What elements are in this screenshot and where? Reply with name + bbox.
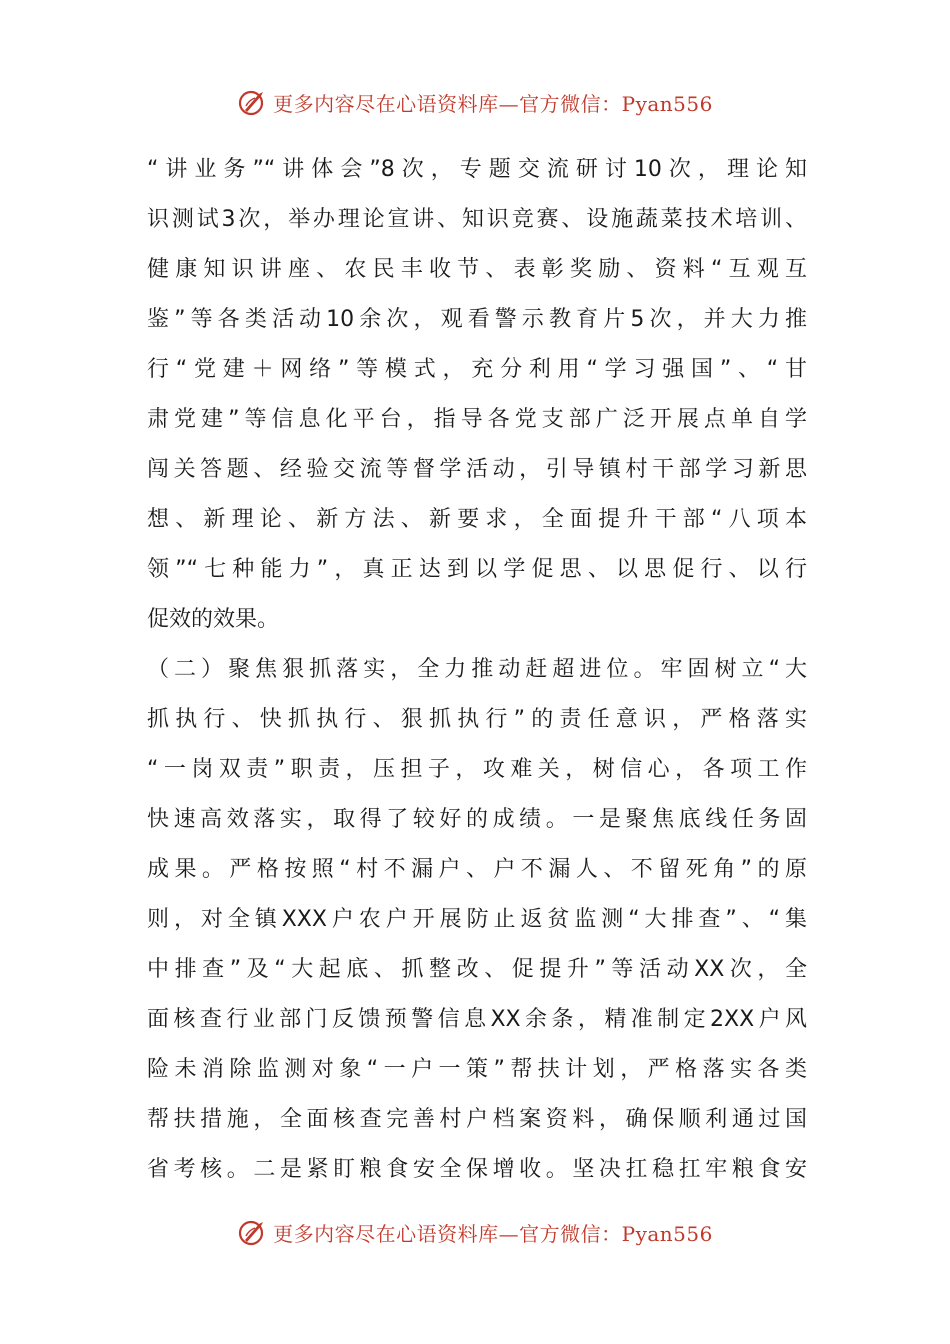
- body-line: 想、新理论、新方法、新要求，全面提升干部“八项本: [147, 507, 807, 532]
- body-line: 帮扶措施，全面核查完善村户档案资料，确保顺利通过国: [147, 1107, 807, 1132]
- body-line: 行“党建＋网络”等模式，充分利用“学习强国”、“甘: [147, 357, 807, 382]
- body-line: （二）聚焦狠抓落实，全力推动赶超进位。牢固树立“大: [147, 657, 807, 682]
- body-line: 闯关答题、经验交流等督学活动，引导镇村干部学习新思: [147, 457, 807, 482]
- body-line: 领”“七种能力”，真正达到以学促思、以思促行、以行: [147, 557, 807, 582]
- footer-banner-text: 更多内容尽在心语资料库—官方微信：Pyan556: [273, 1221, 713, 1246]
- body-line: 抓执行、快抓执行、狠抓执行”的责任意识，严格落实: [147, 707, 807, 732]
- footer-banner: [0, 1212, 950, 1252]
- body-line: 则，对全镇XXX户农户开展防止返贫监测“大排查”、“集: [147, 907, 807, 932]
- body-line: 快速高效落实，取得了较好的成绩。一是聚焦底线任务固: [147, 807, 807, 832]
- body-line: 中排查”及“大起底、抓整改、促提升”等活动XX次，全: [147, 957, 807, 982]
- body-line: 险未消除监测对象“一户一策”帮扶计划，严格落实各类: [147, 1057, 807, 1082]
- body-line: 健康知识讲座、农民丰收节、表彰奖励、资料“互观互: [147, 257, 807, 282]
- pen-logo-icon: [237, 86, 269, 118]
- header-banner: [0, 82, 950, 122]
- body-line: 成果。严格按照“村不漏户、户不漏人、不留死角”的原: [147, 857, 807, 882]
- body-line: 省考核。二是紧盯粮食安全保增收。坚决扛稳扛牢粮食安: [147, 1157, 807, 1182]
- pen-logo-icon: [237, 1216, 269, 1248]
- body-line: 促效的效果。: [147, 607, 280, 632]
- body-line: 肃党建”等信息化平台，指导各党支部广泛开展点单自学: [147, 407, 807, 432]
- document-body: [147, 150, 807, 1200]
- body-line: “一岗双责”职责，压担子，攻难关，树信心，各项工作: [147, 757, 807, 782]
- body-line: 鉴”等各类活动10余次，观看警示教育片5次，并大力推: [147, 307, 807, 332]
- header-banner-text: 更多内容尽在心语资料库—官方微信：Pyan556: [273, 91, 713, 116]
- body-line: 面核查行业部门反馈预警信息XX余条，精准制定2XX户风: [147, 1007, 807, 1032]
- body-line: “讲业务”“讲体会”8次，专题交流研讨10次，理论知: [147, 157, 807, 182]
- body-line: 识测试3次，举办理论宣讲、知识竞赛、设施蔬菜技术培训、: [147, 207, 807, 232]
